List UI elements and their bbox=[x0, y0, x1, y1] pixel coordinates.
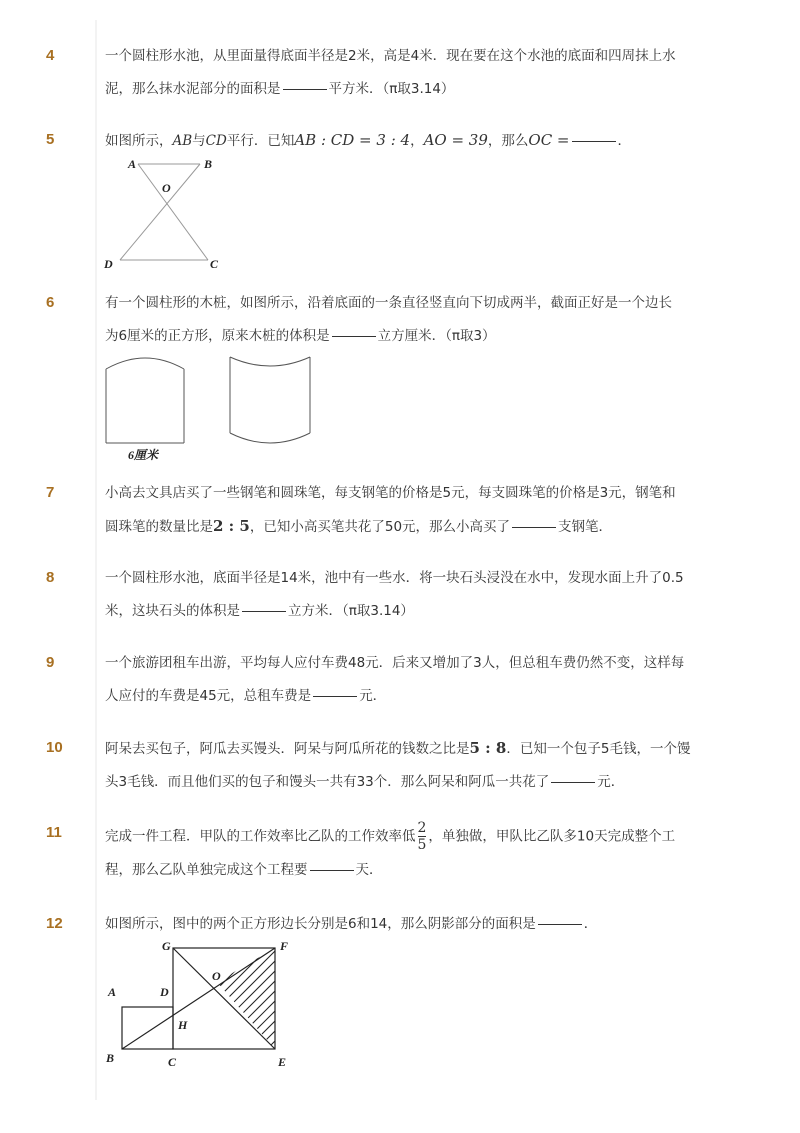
answer-blank[interactable] bbox=[313, 695, 357, 697]
hourglass-triangle-figure bbox=[100, 152, 230, 272]
answer-blank[interactable] bbox=[551, 781, 595, 783]
label-f: F bbox=[280, 939, 289, 953]
answer-blank[interactable] bbox=[310, 869, 354, 871]
label-6cm: 6厘米 bbox=[128, 448, 159, 462]
question-number: 5 bbox=[46, 131, 55, 148]
question-text: 小高去文具店买了一些钢笔和圆珠笔，每支钢笔的价格是5元，每支圆珠笔的价格是3元，钢笔和 圆珠笔的数量比是2 : 5，已知小高买笔共花了50元，那么小高买了 支钢笔． bbox=[105, 485, 676, 535]
question-text: 如图所示，图中的两个正方形边长分别是6和14，那么阴影部分的面积是 ． bbox=[105, 916, 598, 932]
answer-blank[interactable] bbox=[242, 610, 286, 612]
label-d: D bbox=[160, 985, 169, 999]
label-o: O bbox=[162, 181, 171, 195]
label-b: B bbox=[204, 157, 213, 171]
question-text: 有一个圆柱形的木桩，如图所示，沿着底面的一条直径竖直向下切成两半，截面正好是一个边长 为6厘米的正方形，原来木桩的体积是 立方厘米．（π取3） bbox=[105, 295, 672, 344]
label-c: C bbox=[168, 1055, 177, 1069]
answer-blank[interactable] bbox=[512, 526, 556, 528]
label-e: E bbox=[278, 1055, 287, 1069]
fraction: $\frac{2}{5}$ bbox=[417, 820, 427, 853]
question-number: 11 bbox=[46, 824, 62, 841]
label-h: H bbox=[178, 1018, 188, 1032]
question-number: 9 bbox=[46, 654, 55, 671]
answer-blank[interactable] bbox=[538, 923, 582, 925]
question-number: 7 bbox=[46, 484, 55, 501]
question-text: 一个圆柱形水池，底面半径是14米，池中有一些水．将一块石头浸没在水中，发现水面上升了0.5 米，这块石头的体积是 立方米．（π取3.14） bbox=[105, 570, 684, 619]
label-o: O bbox=[212, 969, 221, 983]
question-number: 12 bbox=[46, 915, 63, 932]
question-text: 完成一件工程．甲队的工作效率比乙队的工作效率低 $\frac{2}{5}$ ，单独做，甲队比乙队多10天完成整个工 程，那么乙队单独完成这个工程要 天． bbox=[105, 820, 676, 878]
answer-blank[interactable] bbox=[332, 335, 376, 337]
label-c: C bbox=[210, 257, 219, 271]
question-number: 4 bbox=[46, 47, 55, 64]
question-text: 如图所示，AB与CD平行．已知AB : CD = 3 : 4，AO = 39，那么OC = ． bbox=[105, 131, 632, 149]
question-number: 8 bbox=[46, 569, 55, 586]
question-text: 一个旅游团租车出游，平均每人应付车费48元．后来又增加了3人，但总租车费仍然不变，这样每 人应付的车费是45元，总租车费是 元． bbox=[105, 655, 685, 704]
label-g: G bbox=[162, 939, 171, 953]
label-d: D bbox=[104, 257, 113, 271]
question-text: 阿呆去买包子，阿瓜去买馒头．阿呆与阿瓜所花的钱数之比是5 : 8．已知一个包子5毛钱，一个馒 头3毛钱．而且他们买的包子和馒头一共有33个．那么阿呆和阿瓜一共花了 元． bbox=[105, 739, 691, 790]
label-a: A bbox=[108, 985, 117, 999]
label-b: B bbox=[106, 1051, 115, 1065]
two-squares-figure bbox=[100, 936, 300, 1076]
question-text: 一个圆柱形水池，从里面量得底面半径是2米，高是4米．现在要在这个水池的底面和四周抹上水 泥，那么抹水泥部分的面积是 平方米．（π取3.14） bbox=[105, 48, 676, 97]
label-a: A bbox=[128, 157, 137, 171]
left-margin-rule bbox=[95, 20, 97, 1100]
answer-blank[interactable] bbox=[572, 140, 616, 142]
question-number: 10 bbox=[46, 739, 63, 756]
answer-blank[interactable] bbox=[283, 88, 327, 90]
question-number: 6 bbox=[46, 294, 55, 311]
half-cylinder-figure bbox=[100, 349, 330, 464]
